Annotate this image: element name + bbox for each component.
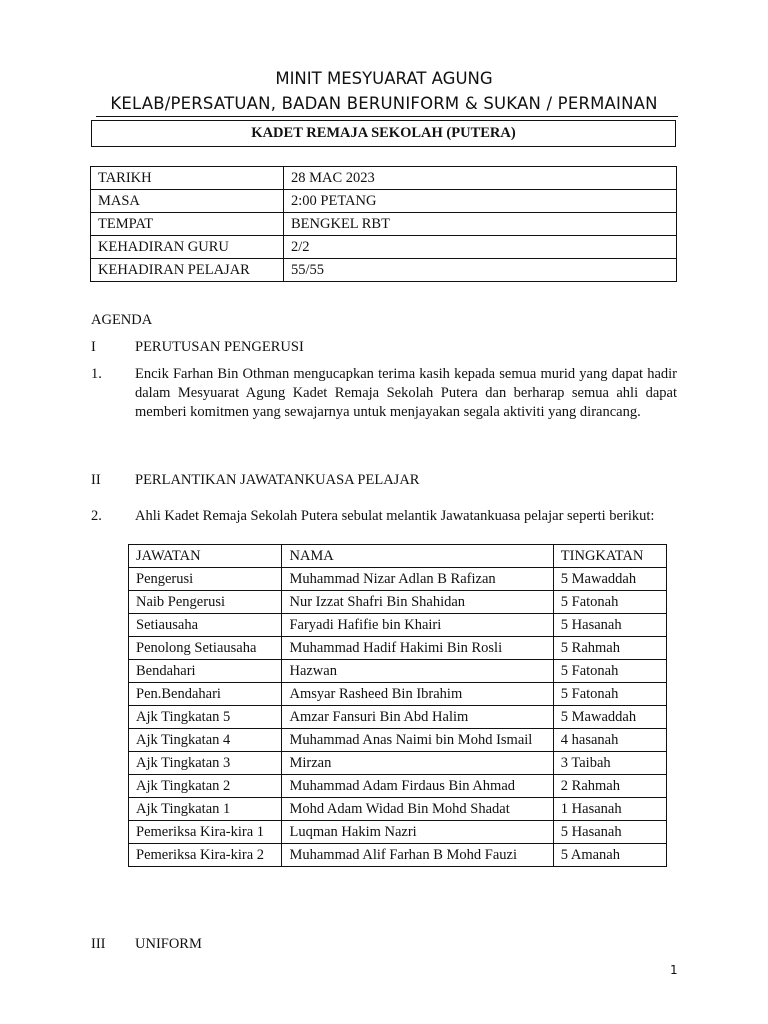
info-value: 28 MAC 2023 — [284, 167, 677, 190]
form-cell: 5 Amanah — [553, 844, 666, 867]
position-cell: Pemeriksa Kira-kira 2 — [129, 844, 282, 867]
document-title: MINIT MESYUARAT AGUNG — [275, 69, 493, 88]
position-cell: Penolong Setiausaha — [129, 637, 282, 660]
club-name-box: KADET REMAJA SEKOLAH (PUTERA) — [91, 120, 676, 147]
meeting-info-table — [90, 166, 677, 282]
table-row — [129, 660, 667, 683]
info-value: 2/2 — [284, 236, 677, 259]
name-cell: Mirzan — [282, 752, 553, 775]
table-row — [129, 775, 667, 798]
table-row — [129, 637, 667, 660]
item-number: 2. — [91, 508, 102, 524]
form-cell: 5 Mawaddah — [553, 568, 666, 591]
table-row — [129, 614, 667, 637]
section-heading: PERLANTIKAN JAWATANKUASA PELAJAR — [135, 472, 420, 488]
form-cell: 5 Fatonah — [553, 660, 666, 683]
committee-table — [128, 544, 667, 867]
form-cell: 1 Hasanah — [553, 798, 666, 821]
position-cell: Setiausaha — [129, 614, 282, 637]
info-label: MASA — [91, 190, 284, 213]
page-number: 1 — [670, 963, 678, 977]
section-heading: PERUTUSAN PENGERUSI — [135, 339, 304, 355]
table-row — [91, 236, 677, 259]
title-underline — [96, 116, 678, 117]
name-cell: Amsyar Rasheed Bin Ibrahim — [282, 683, 553, 706]
table-row — [129, 798, 667, 821]
column-header: TINGKATAN — [553, 545, 666, 568]
name-cell: Muhammad Anas Naimi bin Mohd Ismail — [282, 729, 553, 752]
form-cell: 2 Rahmah — [553, 775, 666, 798]
form-cell: 5 Hasanah — [553, 821, 666, 844]
table-row — [129, 752, 667, 775]
position-cell: Pengerusi — [129, 568, 282, 591]
table-row — [129, 821, 667, 844]
position-cell: Naib Pengerusi — [129, 591, 282, 614]
section-numeral: III — [91, 936, 106, 952]
name-cell: Amzar Fansuri Bin Abd Halim — [282, 706, 553, 729]
position-cell: Ajk Tingkatan 3 — [129, 752, 282, 775]
column-header: NAMA — [282, 545, 553, 568]
position-cell: Pemeriksa Kira-kira 1 — [129, 821, 282, 844]
form-cell: 5 Fatonah — [553, 591, 666, 614]
info-value: BENGKEL RBT — [284, 213, 677, 236]
column-header: JAWATAN — [129, 545, 282, 568]
name-cell: Faryadi Hafifie bin Khairi — [282, 614, 553, 637]
position-cell: Bendahari — [129, 660, 282, 683]
position-cell: Ajk Tingkatan 4 — [129, 729, 282, 752]
form-cell: 4 hasanah — [553, 729, 666, 752]
name-cell: Mohd Adam Widad Bin Mohd Shadat — [282, 798, 553, 821]
table-row — [91, 190, 677, 213]
position-cell: Ajk Tingkatan 2 — [129, 775, 282, 798]
item-text: Ahli Kadet Remaja Sekolah Putera sebulat melantik Jawatankuasa pelajar seperti berikut: — [135, 508, 655, 524]
table-row — [91, 167, 677, 190]
table-row — [91, 213, 677, 236]
name-cell: Muhammad Hadif Hakimi Bin Rosli — [282, 637, 553, 660]
item-number: 1. — [91, 366, 102, 382]
name-cell: Muhammad Alif Farhan B Mohd Fauzi — [282, 844, 553, 867]
info-label: KEHADIRAN PELAJAR — [91, 259, 284, 282]
info-label: TARIKH — [91, 167, 284, 190]
name-cell: Muhammad Adam Firdaus Bin Ahmad — [282, 775, 553, 798]
name-cell: Muhammad Nizar Adlan B Rafizan — [282, 568, 553, 591]
table-row — [129, 591, 667, 614]
position-cell: Pen.Bendahari — [129, 683, 282, 706]
name-cell: Hazwan — [282, 660, 553, 683]
form-cell: 5 Rahmah — [553, 637, 666, 660]
form-cell: 5 Hasanah — [553, 614, 666, 637]
section-heading: UNIFORM — [135, 936, 202, 952]
form-cell: 3 Taibah — [553, 752, 666, 775]
form-cell: 5 Mawaddah — [553, 706, 666, 729]
table-row — [129, 568, 667, 591]
document-subtitle: KELAB/PERSATUAN, BADAN BERUNIFORM & SUKAN / PERMAINAN — [110, 94, 658, 113]
form-cell: 5 Fatonah — [553, 683, 666, 706]
table-row — [91, 259, 677, 282]
section-numeral: I — [91, 339, 96, 355]
table-row — [129, 683, 667, 706]
table-row — [129, 729, 667, 752]
item-text: Encik Farhan Bin Othman mengucapkan terima kasih kepada semua murid yang dapat hadir dalam Mesyuarat Agung Kadet Remaja Sekolah Putera dan berharap semua ahli dapat memberi komitmen yang sewajarnya untuk menjayakan segala aktiviti yang dirancang. — [135, 366, 677, 420]
agenda-label: AGENDA — [91, 312, 153, 328]
info-value: 55/55 — [284, 259, 677, 282]
position-cell: Ajk Tingkatan 5 — [129, 706, 282, 729]
name-cell: Luqman Hakim Nazri — [282, 821, 553, 844]
table-row — [129, 844, 667, 867]
table-row — [129, 706, 667, 729]
info-label: KEHADIRAN GURU — [91, 236, 284, 259]
section-numeral: II — [91, 472, 101, 488]
name-cell: Nur Izzat Shafri Bin Shahidan — [282, 591, 553, 614]
table-header-row — [129, 545, 667, 568]
info-label: TEMPAT — [91, 213, 284, 236]
info-value: 2:00 PETANG — [284, 190, 677, 213]
position-cell: Ajk Tingkatan 1 — [129, 798, 282, 821]
